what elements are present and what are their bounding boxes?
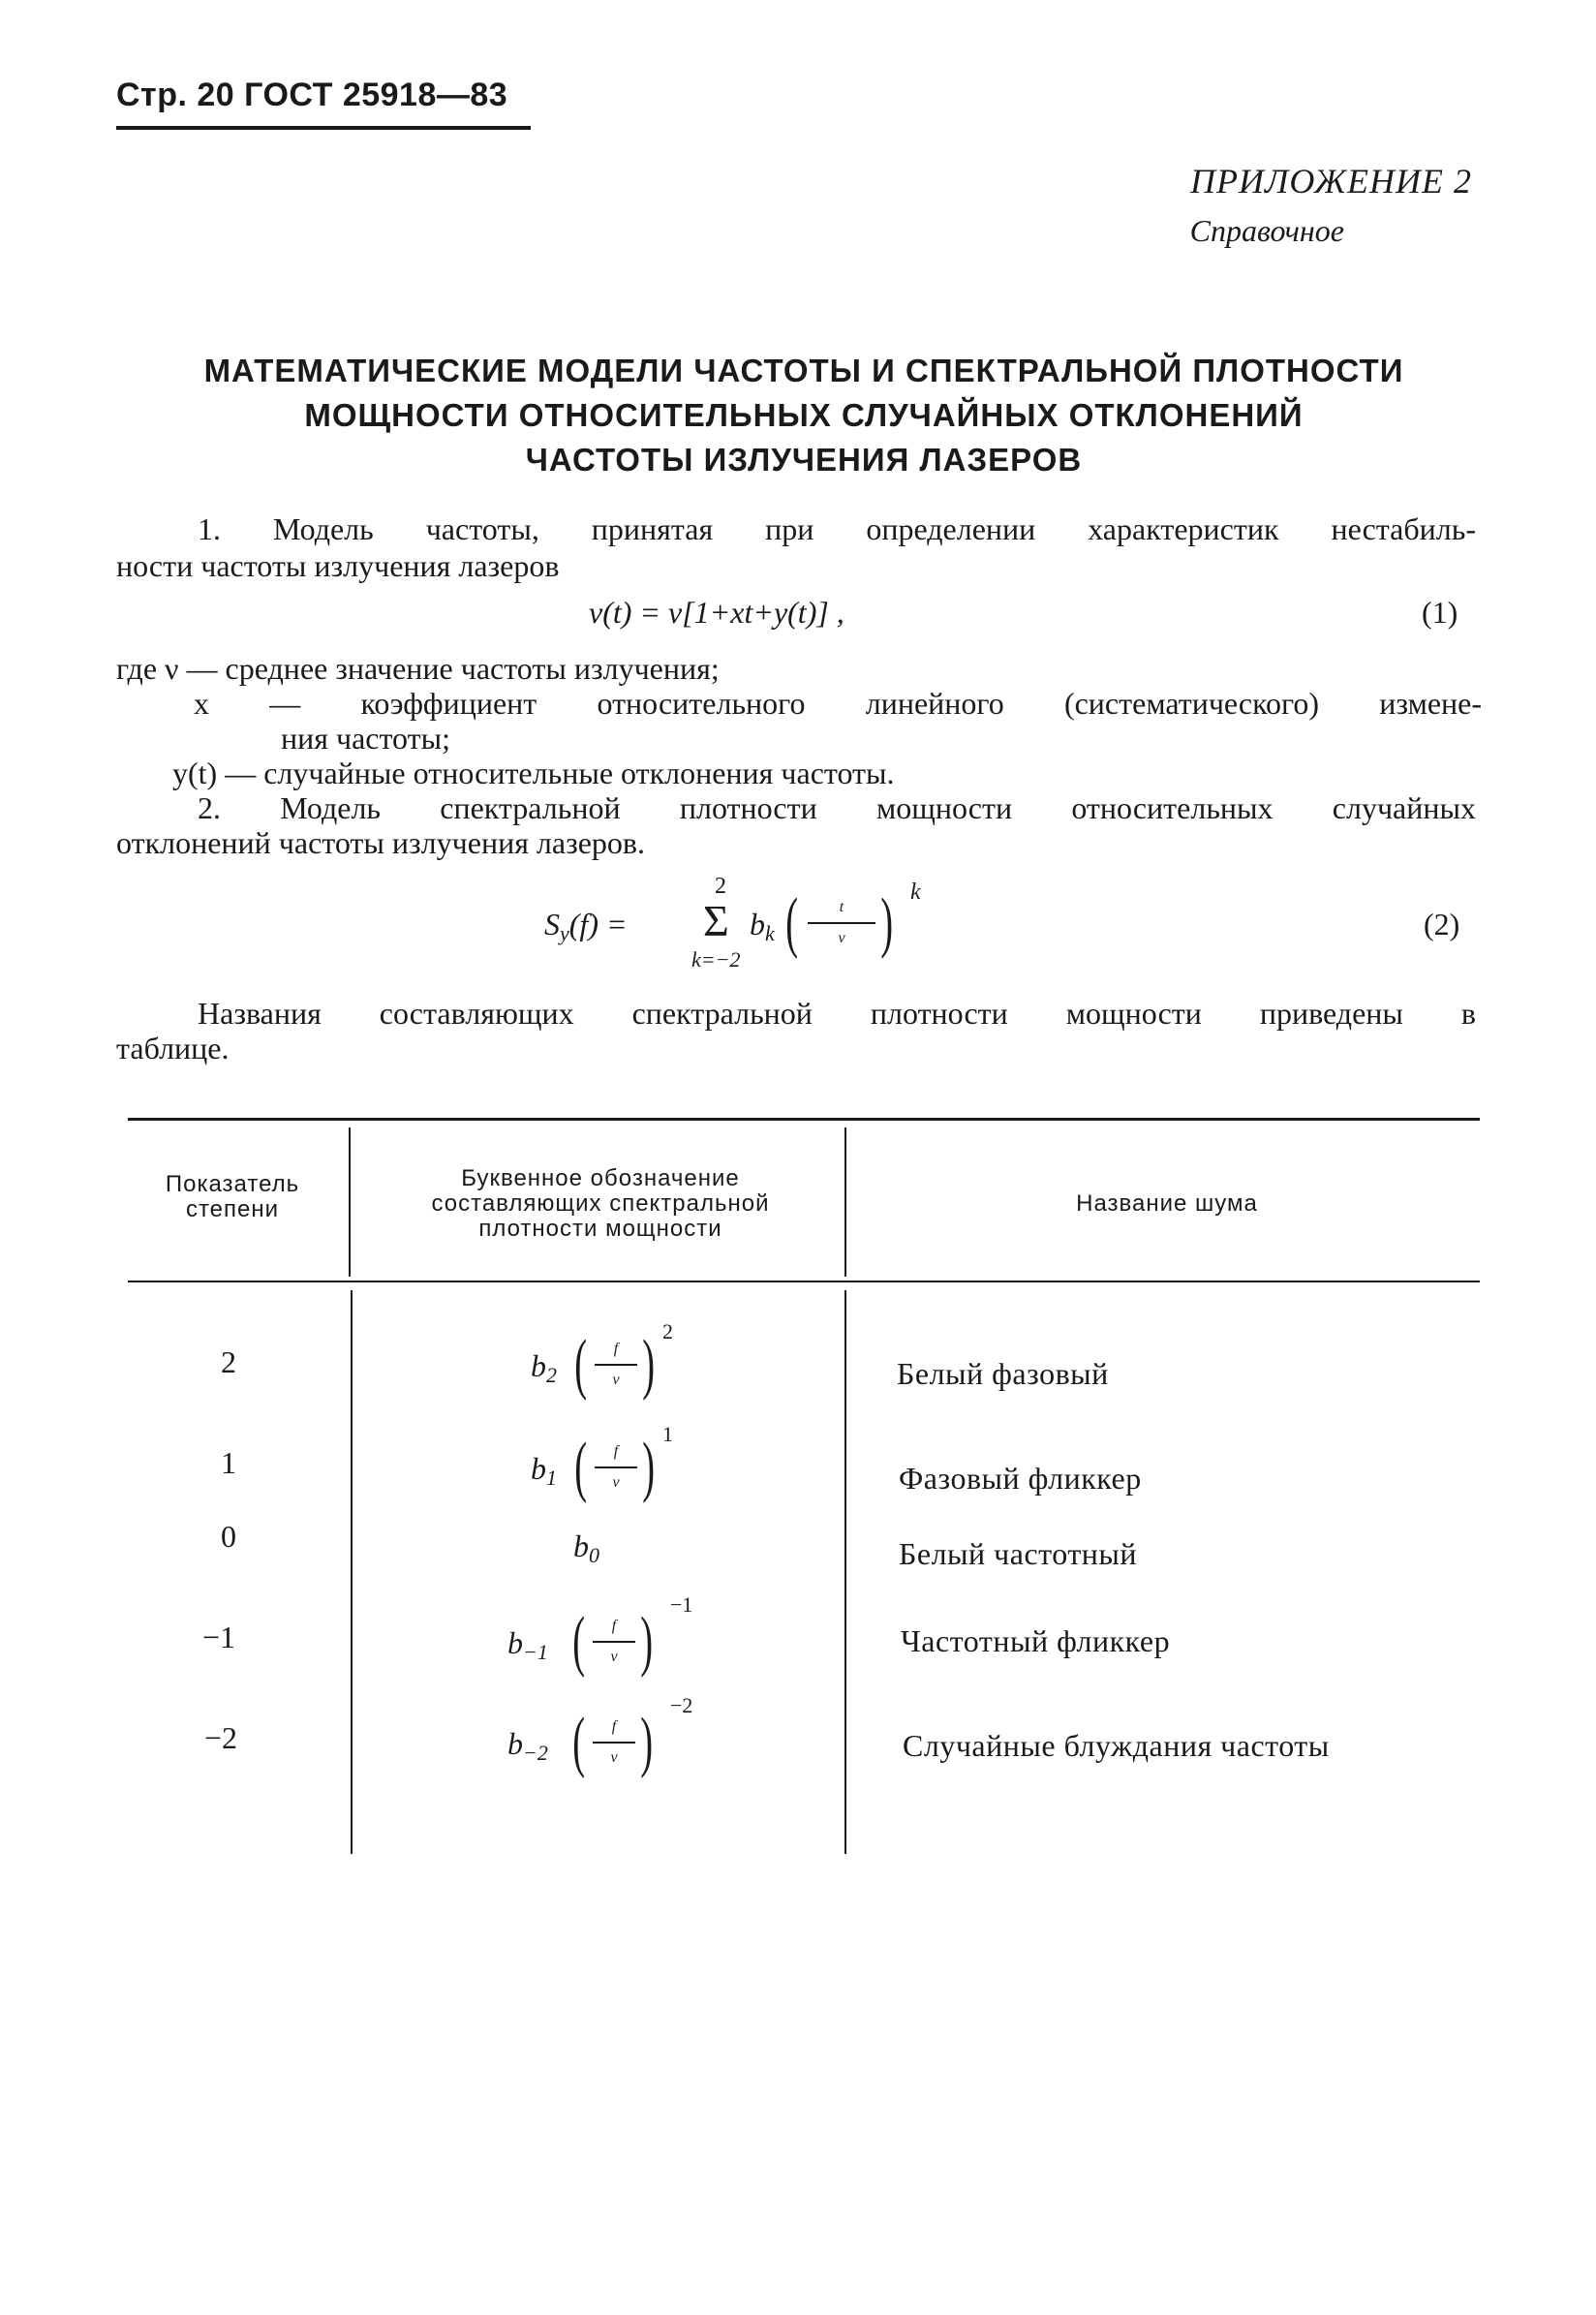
row-3-notation xyxy=(573,1528,599,1567)
row-5-left-paren: ( xyxy=(572,1705,586,1779)
header-underline xyxy=(116,126,531,130)
row-1-left-paren: ( xyxy=(574,1327,588,1402)
header-notation-line-3: плотности мощности xyxy=(478,1216,722,1242)
row-2-numerator: f xyxy=(595,1437,637,1468)
table-top-rule xyxy=(128,1118,1480,1121)
table-body-divider-2 xyxy=(844,1290,846,1854)
row-4-denominator: ν xyxy=(610,1649,618,1665)
header-notation xyxy=(368,1166,833,1242)
row-2-coef-sub: 1 xyxy=(546,1466,557,1490)
appendix-title: ПРИЛОЖЕНИЕ 2 xyxy=(1190,162,1472,201)
appendix-type: Справочное xyxy=(1189,213,1344,248)
row-3-exponent: 0 xyxy=(221,1519,236,1554)
row-5-notation xyxy=(507,1689,740,1786)
formula-1: ν(t) = ν[1+xt+y(t)] , xyxy=(589,595,844,630)
section1-line-2: ности частоты излучения лазеров xyxy=(116,548,560,583)
row-1-exponent: 2 xyxy=(221,1344,236,1379)
row-2-denominator: ν xyxy=(612,1474,620,1491)
header-notation-line-2: составляющих спектральной xyxy=(431,1190,770,1217)
header-noise-name: Название шума xyxy=(1076,1190,1258,1217)
section2-line-1: 2. Модель спектральной плотности мощности относительных случайных xyxy=(198,790,1476,825)
doc-title-line-3: ЧАСТОТЫ ИЗЛУЧЕНИЯ ЛАЗЕРОВ xyxy=(525,442,1083,478)
row-4-left-paren: ( xyxy=(572,1604,586,1679)
row-5-numerator: f xyxy=(593,1713,635,1744)
left-paren: ( xyxy=(785,885,799,960)
table-header-divider-1 xyxy=(349,1127,351,1277)
row-4-fraction xyxy=(593,1612,635,1672)
row-2-right-paren: ) xyxy=(642,1430,656,1504)
row-1-power: 2 xyxy=(662,1319,673,1343)
row-5-power: −2 xyxy=(670,1693,693,1717)
row-2-power: 1 xyxy=(662,1422,673,1446)
section2-line-2: отклонений частоты излучения лазеров. xyxy=(116,825,646,860)
table-header-rule xyxy=(128,1281,1480,1282)
table-intro-line-1: Названия составляющих спектральной плотности мощности приведены в xyxy=(198,996,1476,1031)
row-4-exponent: −1 xyxy=(201,1620,236,1654)
equation-number-1: (1) xyxy=(1422,595,1458,630)
equation-number-2: (2) xyxy=(1424,907,1460,941)
row-2-left-paren: ( xyxy=(574,1430,588,1504)
row-2-notation xyxy=(531,1416,724,1513)
row-5-fraction xyxy=(593,1713,635,1773)
row-4-noise-name: Частотный фликкер xyxy=(901,1623,1171,1658)
row-4-notation xyxy=(507,1589,740,1685)
row-1-coef xyxy=(531,1348,557,1387)
row-2-fraction xyxy=(595,1437,637,1497)
row-2-coef-symbol: b xyxy=(531,1451,546,1486)
formula-2-fraction xyxy=(808,893,875,953)
row-5-coef xyxy=(507,1726,548,1765)
fraction-numerator: t xyxy=(808,893,875,924)
row-1-notation xyxy=(531,1313,724,1410)
row-4-coef-sub: −1 xyxy=(523,1640,548,1664)
formula-2-coef-symbol: b xyxy=(750,907,765,941)
page-header: Стр. 20 ГОСТ 25918—83 xyxy=(116,77,508,113)
row-5-denominator: ν xyxy=(610,1749,618,1766)
doc-title-line-1: МАТЕМАТИЧЕСКИЕ МОДЕЛИ ЧАСТОТЫ И СПЕКТРАЛЬНОЙ ПЛОТНОСТИ xyxy=(203,353,1404,388)
row-2-coef xyxy=(531,1451,557,1490)
where-v: где ν — среднее значение частоты излучения; xyxy=(116,651,720,686)
row-5-coef-sub: −2 xyxy=(523,1741,548,1765)
row-5-right-paren: ) xyxy=(640,1705,654,1779)
row-4-numerator: f xyxy=(593,1612,635,1643)
where-x-line-2: ния частоты; xyxy=(281,721,450,756)
row-1-denominator: ν xyxy=(612,1372,620,1388)
table-body-divider-1 xyxy=(351,1290,353,1854)
sum-sign: Σ xyxy=(703,896,729,945)
row-1-coef-symbol: b xyxy=(531,1348,546,1383)
where-x-line-1: x — коэффициент относительного линейного (систематического) измене- xyxy=(194,686,1482,721)
row-1-numerator: f xyxy=(595,1335,637,1366)
row-4-power: −1 xyxy=(670,1592,693,1617)
row-1-fraction xyxy=(595,1335,637,1395)
doc-title-line-2: МОЩНОСТИ ОТНОСИТЕЛЬНЫХ СЛУЧАЙНЫХ ОТКЛОНЕНИЙ xyxy=(304,397,1304,433)
row-5-coef-symbol: b xyxy=(507,1726,523,1761)
header-exponent-line-2: степени xyxy=(185,1196,280,1222)
row-2-noise-name: Фазовый фликкер xyxy=(899,1461,1142,1496)
row-4-coef xyxy=(507,1625,548,1664)
formula-2-power: k xyxy=(910,880,921,905)
sum-upper-limit: 2 xyxy=(715,874,726,899)
formula-2 xyxy=(544,874,1028,984)
header-exponent-line-1: Показатель xyxy=(165,1171,300,1197)
formula-2-lhs-arg: (f) = xyxy=(568,907,628,941)
sum-lower-limit: k=−2 xyxy=(691,947,741,972)
formula-2-lhs xyxy=(544,907,628,945)
row-1-coef-sub: 2 xyxy=(546,1363,557,1387)
row-4-right-paren: ) xyxy=(640,1604,654,1679)
fraction-denominator: ν xyxy=(838,930,845,946)
formula-2-lhs-symbol: S xyxy=(544,907,560,941)
header-exponent xyxy=(136,1172,329,1222)
row-5-exponent: −2 xyxy=(203,1720,238,1755)
row-2-exponent: 1 xyxy=(221,1445,236,1480)
row-3-coef-symbol: b xyxy=(573,1528,589,1563)
table-intro-line-2: таблице. xyxy=(116,1031,230,1065)
table-header-divider-2 xyxy=(844,1127,846,1277)
where-y: y(t) — случайные относительные отклонения частоты. xyxy=(172,756,895,790)
formula-2-coef xyxy=(750,907,775,945)
row-5-noise-name: Случайные блуждания частоты xyxy=(903,1728,1330,1763)
row-1-right-paren: ) xyxy=(642,1327,656,1402)
right-paren: ) xyxy=(880,885,894,960)
row-3-noise-name: Белый частотный xyxy=(899,1536,1138,1571)
row-3-coef-sub: 0 xyxy=(589,1543,599,1567)
formula-2-coef-sub: k xyxy=(765,921,775,945)
row-4-coef-symbol: b xyxy=(507,1625,523,1660)
formula-2-lhs-sub: y xyxy=(560,921,569,945)
row-1-noise-name: Белый фазовый xyxy=(897,1356,1109,1391)
section1-line-1: 1. Модель частоты, принятая при определении характеристик нестабиль- xyxy=(198,511,1476,546)
header-notation-line-1: Буквенное обозначение xyxy=(461,1165,740,1191)
